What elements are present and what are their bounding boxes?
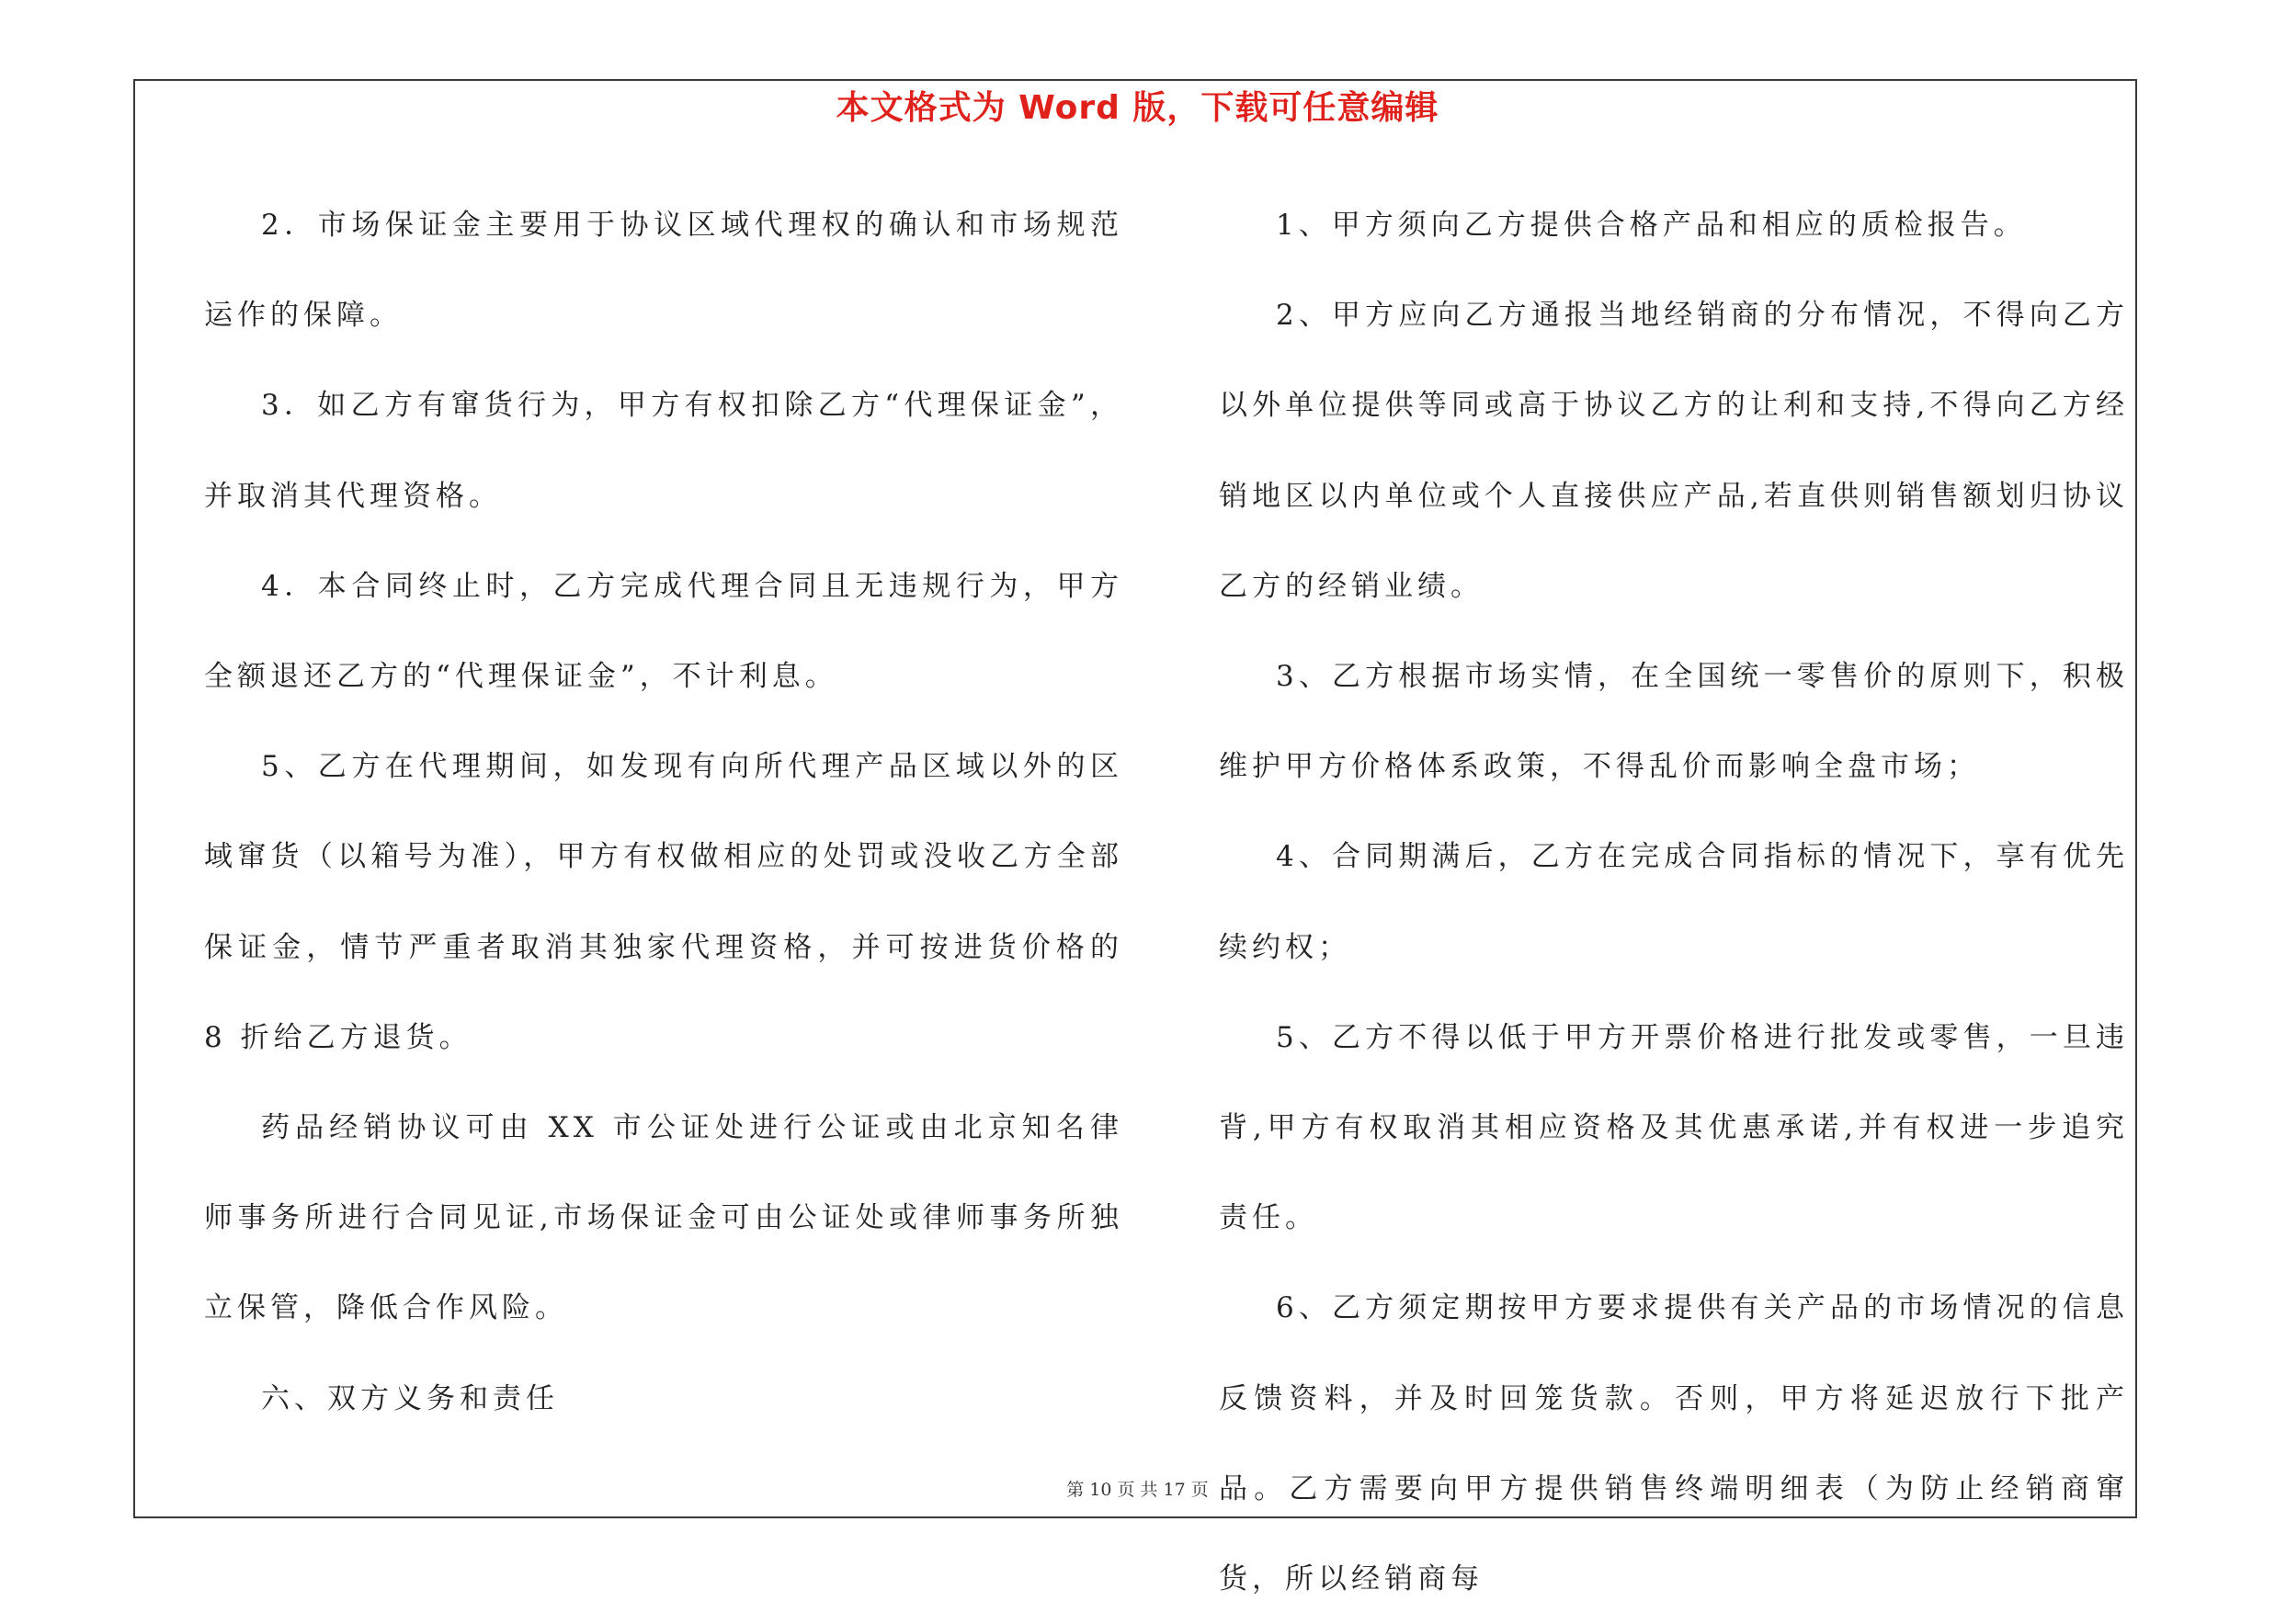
word-format-banner: 本文格式为 Word 版，下载可任意编辑 xyxy=(836,89,1439,127)
right-column xyxy=(1219,180,2129,1624)
paragraph: 2．市场保证金主要用于协议区域代理权的确认和市场规范运作的保障。 xyxy=(204,209,1123,333)
paragraph: 2、甲方应向乙方通报当地经销商的分布情况，不得向乙方以外单位提供等同或高于协议乙方的让利和支持,不得向乙方经销地区以内单位或个人直接供应产品,若直供则销售额划归协议乙方的经销业绩。 xyxy=(1219,299,2129,603)
section-heading: 六、双方义务和责任 xyxy=(261,1381,559,1415)
paragraph: 5、乙方不得以低于甲方开票价格进行批发或零售，一旦违背,甲方有权取消其相应资格及其优惠承诺,并有权进一步追究责任。 xyxy=(1219,1020,2129,1235)
paragraph: 4、合同期满后，乙方在完成合同指标的情况下，享有优先续约权； xyxy=(1219,840,2129,964)
paragraph: 5、乙方在代理期间，如发现有向所代理产品区域以外的区域窜货（以箱号为准），甲方有权做相应的处罚或没收乙方全部保证金，情节严重者取消其独家代理资格，并可按进货价格的 8 折给乙方退货。 xyxy=(204,750,1123,1054)
paragraph: 3．如乙方有窜货行为，甲方有权扣除乙方“代理保证金”，并取消其代理资格。 xyxy=(204,389,1123,513)
paragraph: 1、甲方须向乙方提供合格产品和相应的质检报告。 xyxy=(1276,209,2027,242)
paragraph: 6、乙方须定期按甲方要求提供有关产品的市场情况的信息反馈资料，并及时回笼货款。否则，甲方将延迟放行下批产品。乙方需要向甲方提供销售终端明细表（为防止经销商窜货，所以经销商每 xyxy=(1219,1291,2129,1596)
paragraph: 4．本合同终止时，乙方完成代理合同且无违规行为，甲方全额退还乙方的“代理保证金”，不计利息。 xyxy=(204,569,1123,694)
paragraph: 3、乙方根据市场实情，在全国统一零售价的原则下，积极维护甲方价格体系政策，不得乱价而影响全盘市场； xyxy=(1219,660,2129,784)
page-number: 第 10 页 共 17 页 xyxy=(1066,1480,1209,1500)
paragraph: 药品经销协议可由 XX 市公证处进行公证或由北京知名律师事务所进行合同见证,市场保证金可由公证处或律师事务所独立保管，降低合作风险。 xyxy=(204,1111,1123,1325)
left-column xyxy=(204,180,1123,1444)
